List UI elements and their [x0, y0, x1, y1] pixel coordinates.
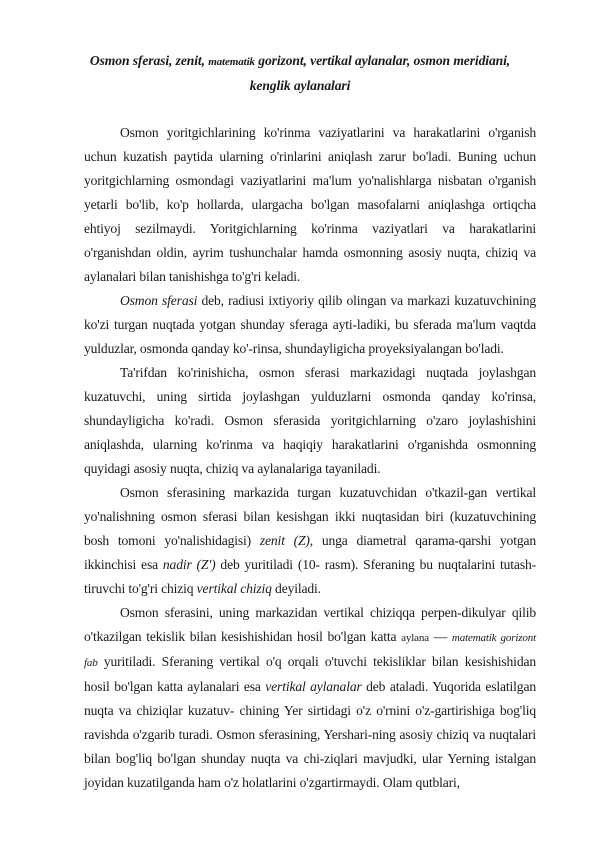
title-line-2: kenglik aylanalari	[249, 78, 351, 93]
document-body	[84, 121, 536, 795]
paragraph-4	[84, 481, 536, 601]
term-osmon-sferasi: Osmon sferasi	[120, 293, 198, 308]
page-title	[60, 49, 540, 98]
paragraph-4-text-b: unga diametral qarama-qarshi yotgan ikkinchisi esa	[84, 533, 536, 572]
em-dash: —	[428, 629, 452, 644]
paragraph-5-text-c: deb ataladi. Yuqorida eslatilgan nuqta va chiziqlar kuzatuv- chining Yer sirtidagi o'z o'rnini o'z-gartirishiga bog'liq ravishda o'zgarib turadi. Osmon sferasining, Yershari-ning asosiy chiziq va nuqtalari bilan bog'liq bo'lgan shunday nuqta va chi-ziqlari mavjudki, ular Yerning istalgan joyidan kuzatilganda ham o'z holatlarini o'zgartirmaydi. Olam qutblari,	[84, 679, 536, 790]
paragraph-3: Ta'rifdan ko'rinishicha, osmon sferasi markazidagi nuqtada joylashgan kuzatuvchi, uning sirtida joylashgan yulduzlarni osmonda qanday ko'rinsa, shundayligicha ko'radi. Osmon sferasida yoritgichlarning o'zaro joylashishini aniqlashda, ularning ko'rinma va haqiqiy harakatlarini o'rganishda osmonning quyidagi asosiy nuqta, chiziq va aylanalariga tayaniladi.	[84, 365, 536, 476]
paragraph-5-text-b: yuritiladi. Sferaning vertikal o'q orqali o'tuvchi tekisliklar bilan kesishishidan hosil bo'lgan katta aylanalari esa	[84, 654, 536, 694]
paragraph-4-text-c: deb yuritiladi (10- rasm). Sferaning bu nuqtalarini tutash-tiruvchi to'g'ri chiziq	[84, 557, 536, 596]
title-part-1: Osmon sferasi, zenit,	[89, 53, 205, 68]
title-small-word: matematik	[208, 56, 255, 68]
paragraph-2-text: deb, radiusi ixtiyoriy qilib olingan va markazi kuzatuvchining ko'zi turgan nuqtada yotgan shunday sferaga ayti-ladiki, bu sferada ma'lum vaqtda yulduzlar, osmonda qanday ko'-rinsa, shundayligicha proyeksiyalangan bo'ladi.	[84, 293, 536, 356]
paragraph-4-text-d: deyiladi.	[271, 581, 321, 596]
paragraph-5	[84, 601, 536, 795]
paragraph-4-text-a: Osmon sferasining markazida turgan kuzatuvchidan o'tkazil-gan vertikal yo'nalishning osmon sferasi bilan kesishgan ikki nuqtasidan biri (kuzatuvchining bosh tomoni yo'nalishidagisi)	[84, 485, 536, 548]
title-part-2: gorizont, vertikal aylanalar, osmon meridiani,	[258, 53, 511, 68]
term-zenit: zenit (Z),	[259, 533, 314, 548]
term-nadir: nadir (Z')	[162, 557, 216, 572]
paragraph-5-text-a: Osmon sferasini, uning markazidan vertikal chiziqqa perpen-dikulyar qilib o'tkazilgan tekislik bilan kesishishidan hosil bo'lgan katta	[84, 605, 536, 644]
term-vertikal-chiziq: vertikal chiziq	[196, 581, 272, 596]
term-vertikal-aylanalar: vertikal aylanalar	[265, 679, 362, 694]
paragraph-2	[84, 289, 536, 361]
term-matematik-gorizont: matematik gorizont fab	[84, 632, 536, 669]
word-aylana: aylana	[401, 632, 429, 644]
paragraph-1: Osmon yoritgichlarining ko'rinma vaziyatlarini va harakatlarini o'rganish uchun kuzatish paytida ularning o'rinlarini aniqlash zarur bo'ladi. Buning uchun yoritgichlarning osmondagi vaziyatlarini ma'lum yo'nalishlarga nisbatan o'rganish yetarli bo'lib, ko'p hollarda, ulargacha bo'lgan masofalarni aniqlashga ortiqcha ehtiyoj sezilmaydi. Yoritgichlarning ko'rinma vaziyatlari va harakatlarini o'rganishdan oldin, ayrim tushunchalar hamda osmonning asosiy nuqta, chiziq va aylanalari bilan tanishishga to'g'ri keladi.	[84, 125, 536, 284]
